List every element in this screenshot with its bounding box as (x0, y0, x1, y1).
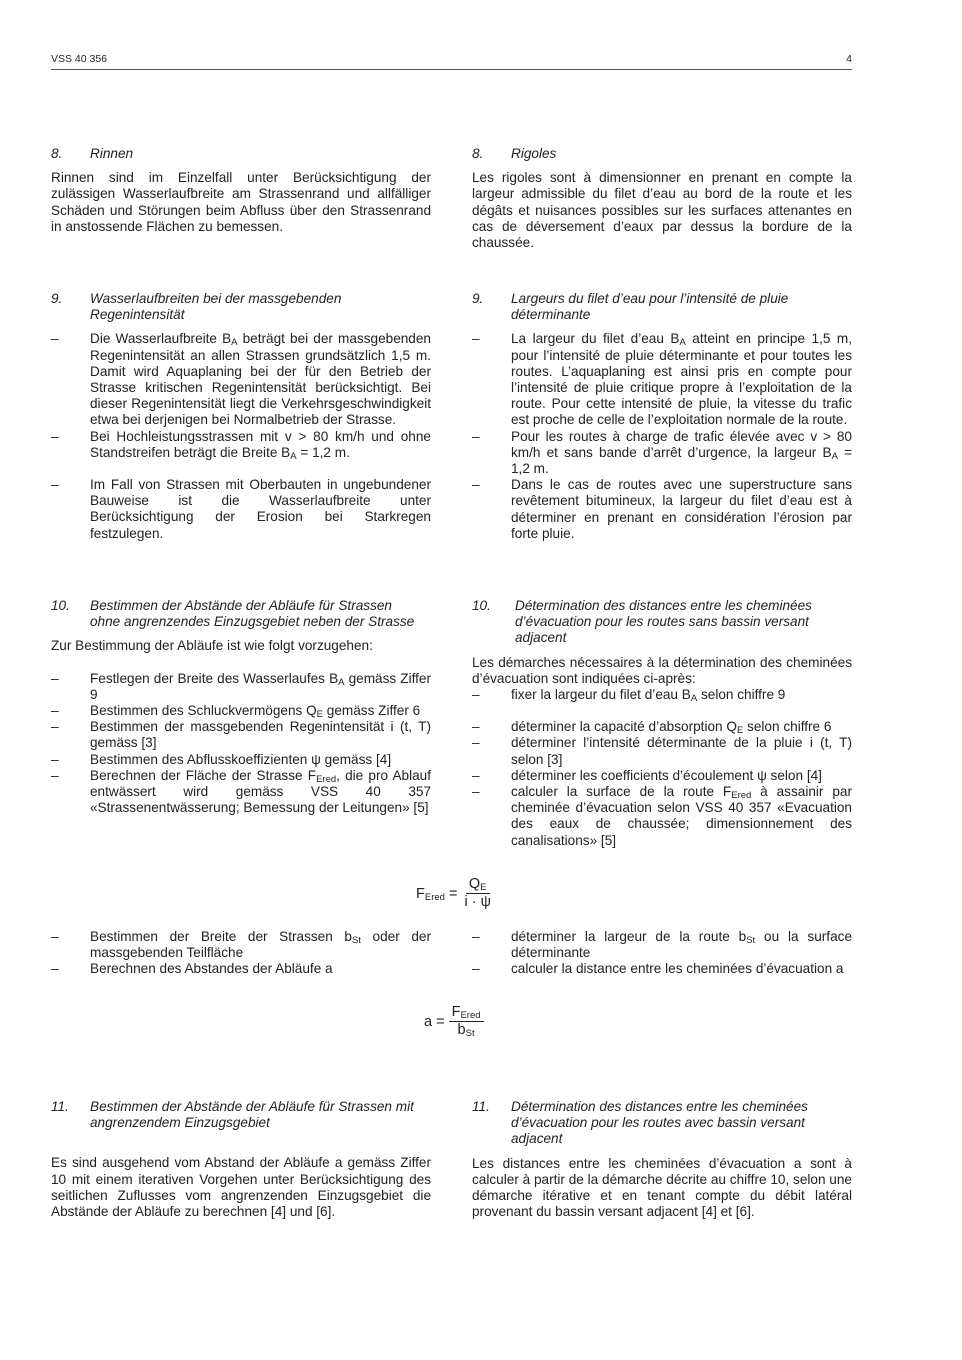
section-body: Les distances entre les cheminées d’évacuation a sont à calculer à partir de la démarche décrite au chiffre 10, selon une démarche itérative et en tenant compte du débit latéral provenant du bassin versant adjacent [4] et [6]. (472, 1155, 852, 1220)
list-item: – calculer la surface de la route $F_{Ered}$ à assainir par cheminée d’évacuation selon VSS 40 357 «Evacuation des eaux de chaussée; dimensionnement des canalisations» [5] (472, 784, 852, 848)
list-item: – fixer la largeur du filet d’eau $B_A$ selon chiffre 9 (472, 687, 786, 705)
fraction-denominator: $b_{St}$ (457, 1022, 475, 1039)
section-intro: Zur Bestimmung der Abläufe ist wie folgt vorzugehen: (51, 638, 373, 654)
formula-fraction (449, 1004, 484, 1039)
section-heading: 8. Rigoles (472, 146, 557, 161)
section-heading: 10. Détermination des distances entre les cheminées d’évacuation pour les routes sans bassin versant adjacent (472, 598, 812, 646)
list-item: – déterminer l’intensité déterminante de la pluie i (t, T) selon [3] (472, 735, 852, 767)
french-column (472, 0, 852, 1360)
formula-fered: $F_{Ered}$ = $\frac{Q_E}{i \cdot \psi}$ (416, 876, 494, 911)
section-heading: 9. Largeurs du filet d’eau pour l’intensité de pluie déterminante (472, 291, 789, 323)
section-8-de (51, 146, 431, 235)
bullet-list (51, 331, 431, 541)
list-item: – Bei Hochleistungsstrassen mit v > 80 km/h und ohne Standstreifen beträgt die Breite $B_A = 1,2$ m. (51, 428, 431, 462)
list-item: – La largeur du filet d’eau $B_A$ atteint en principe 1,5 m, pour l’intensité de pluie déterminante et pour toutes les routes. L’aquaplaning est ainsi pris en compte pour l’intensité de pluie critique propre à l’exploitation de la route. Pour cette intensité de pluie, la vitesse du trafic est proche de celle de l’exploitation normale de la route. (472, 331, 852, 428)
formula-a: a = $\frac{F_{Ered}}{b_{St}}$ (424, 1004, 484, 1039)
section-body: Es sind ausgehend vom Abstand der Abläufe a gemäss Ziffer 10 mit einem iterativen Vorgehen unter Berücksichtigung des seitlichen Zuflusses vom angrenzenden Einzugsgebiet die Abstände der Abläufe zu berechnen [4] und [6]. (51, 1155, 431, 1220)
section-10-de (51, 598, 431, 816)
list-item: – Festlegen der Breite des Wasserlaufes $B_A$ gemäss Ziffer 9 (51, 670, 431, 702)
section-heading: 11. Détermination des distances entre les cheminées d’évacuation pour les routes avec bassin versant adjacent (472, 1099, 808, 1147)
list-item: – Bestimmen der massgebenden Regenintensität i (t, T) gemäss [3] (51, 719, 431, 751)
formula-fraction (461, 876, 493, 911)
list-item: – Dans le cas de routes avec une superstructure sans revêtement bitumineux, la largeur du filet d’eau est à déterminer en prenant en considération l’érosion par forte pluie. (472, 477, 852, 541)
section-heading: 11. Bestimmen der Abstände der Abläufe für Strassen mit angrenzendem Einzugsgebiet (51, 1099, 414, 1131)
list-item: – Berechnen der Fläche der Strasse $F_{Ered}$, die pro Ablauf entwässert wird gemäss VSS 40 357 «Strassenentwässerung; Bemessung der Leitungen» [5] (51, 767, 431, 816)
section-body: Les rigoles sont à dimensionner en prenant en compte la largeur admissible du filet d’eau au bord de la route et les dégâts et nuisances possibles sur les surfaces attenantes en cas de déversement d’eaux par dessus la bordure de la chaussée. (472, 170, 852, 251)
section-8-fr (472, 146, 852, 251)
section-9-fr (472, 291, 852, 542)
list-item: – Die Wasserlaufbreite $B_A$ beträgt bei der massgebenden Regenintensität an allen Strassen grundsätzlich 1,5 m. Damit wird Aquaplaning bei der für den Betrieb der Strasse kritischen Regenintensität berücksichtigt. Bei dieser Regenintensität liegt die Verkehrsgeschwindigkeit etwa bei derjenigen bei Normalbetrieb der Strasse. (51, 331, 431, 428)
list-item: – calculer la distance entre les cheminées d’évacuation a (472, 961, 844, 977)
section-10-fr-cont (472, 929, 852, 978)
section-10-fr (472, 598, 852, 849)
bullet-list (51, 671, 431, 817)
section-11-fr (472, 1099, 852, 1220)
bullet-list (472, 331, 852, 542)
bullet-list (472, 929, 852, 978)
list-item: – Bestimmen des Abflusskoeffizienten ψ gemäss [4] (51, 751, 392, 767)
list-item: – déterminer la capacité d’absorption $Q_E$ selon chiffre 6 (472, 719, 832, 737)
german-column (51, 0, 431, 1360)
page-number: 4 (846, 53, 852, 65)
section-heading: 9. Wasserlaufbreiten bei der massgebenden Regenintensität (51, 291, 342, 323)
list-item: – déterminer la largeur de la route $b_{St}$ ou la surface déterminante (472, 929, 853, 961)
fraction-denominator: i · ψ (464, 894, 491, 910)
list-item: – Pour les routes à charge de trafic élevée avec v > 80 km/h et sans bande d’arrêt d’urgence, la largeur $B_A = 1,2$ m. (472, 428, 853, 477)
list-item: – Berechnen des Abstandes der Abläufe a (51, 961, 333, 977)
bullet-list (51, 929, 431, 978)
section-intro: Les démarches nécessaires à la détermination des cheminées d’évacuation sont indiquées ci-après: (472, 654, 852, 686)
list-item: – déterminer les coefficients d’écoulement ψ selon [4] (472, 767, 822, 783)
fraction-numerator: $Q_E$ (466, 876, 490, 894)
standard-number: VSS 40 356 (51, 53, 108, 65)
list-item: – Im Fall von Strassen mit Oberbauten in ungebundener Bauweise ist die Wasserlaufbreite unter Berücksichtigung der Erosion bei Starkregen festzulegen. (51, 477, 431, 541)
list-item: – Bestimmen der Breite der Strassen $b_{St}$ oder der massgebenden Teilfläche (51, 929, 431, 961)
section-heading: 8. Rinnen (51, 146, 134, 161)
formula-lhs: a (424, 1013, 433, 1030)
section-9-de (51, 291, 431, 542)
list-item: – Bestimmen des Schluckvermögens $Q_E$ gemäss Ziffer 6 (51, 703, 421, 721)
bullet-list (472, 687, 852, 849)
section-body: Rinnen sind im Einzelfall unter Berücksichtigung der zulässigen Wasserlaufbreite am Strassenrand und allfälliger Schäden und Störungen beim Abfluss über den Strassenrand in anstossende Flächen zu bemessen. (51, 170, 431, 234)
fraction-numerator: $F_{Ered}$ (449, 1004, 484, 1022)
formula-lhs: $F_{Ered}$ (416, 885, 445, 903)
section-11-de (51, 1099, 431, 1220)
section-10-de-cont (51, 929, 431, 978)
section-heading: 10. Bestimmen der Abstände der Abläufe für Strassen ohne angrenzendes Einzugsgebiet neben der Strasse (51, 598, 415, 630)
